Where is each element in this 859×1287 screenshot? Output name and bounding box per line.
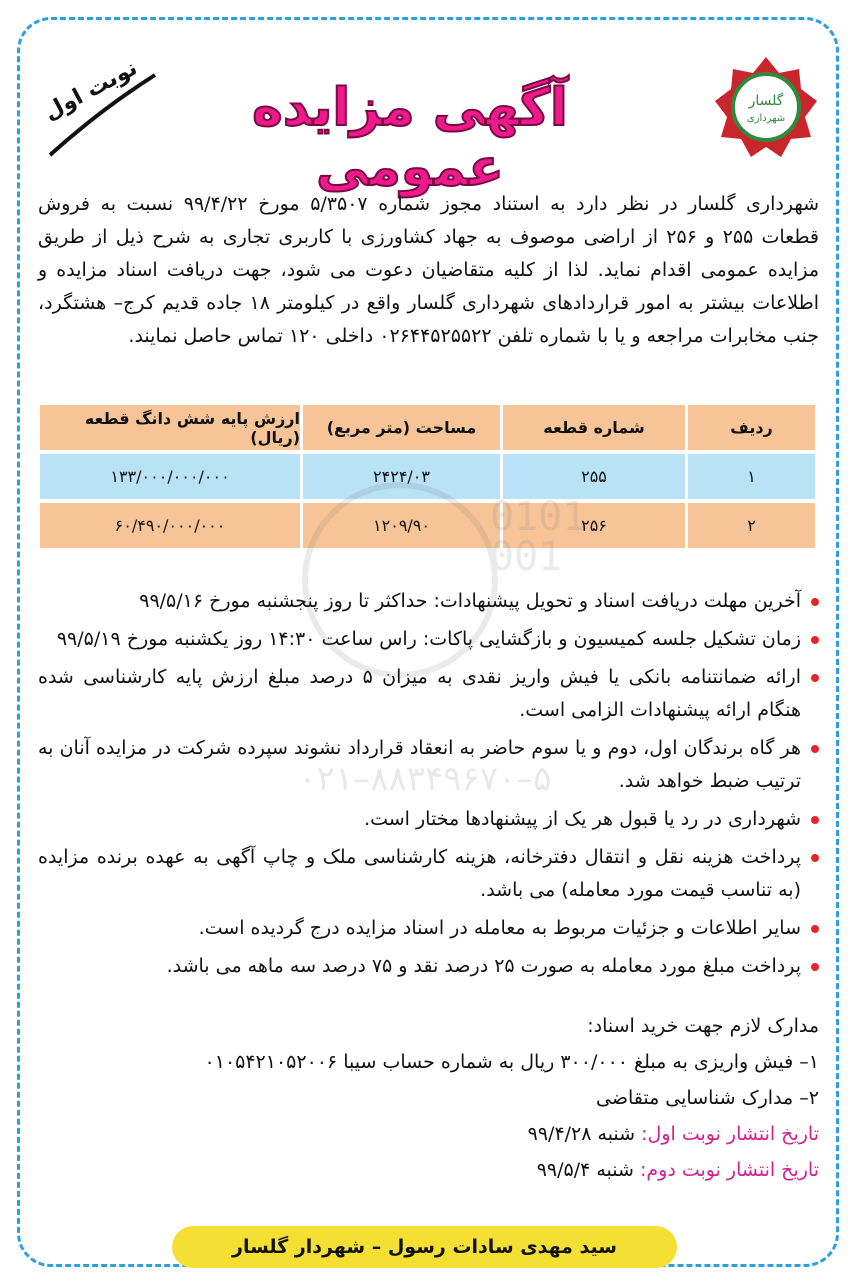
watermark-phone: ۰۲۱–۸۸۳۴۹۶۷۰–۵ xyxy=(298,759,552,799)
municipality-logo xyxy=(711,55,821,160)
first-publication-date: شنبه ۹۹/۴/۲۸ xyxy=(527,1123,636,1145)
header-area: مساحت (متر مربع) xyxy=(300,405,500,450)
cell-row-number: ۱ xyxy=(685,454,815,499)
required-documents xyxy=(38,1010,819,1190)
cell-base-value: ۶۰/۴۹۰/۰۰۰/۰۰۰ xyxy=(40,503,300,548)
first-publication-label: تاریخ انتشار نوبت اول: xyxy=(641,1123,819,1145)
bullet-icon xyxy=(811,854,819,862)
round-label-area xyxy=(40,55,160,160)
list-item: شهرداری در رد یا قبول هر یک از پیشنهادها مختار است. xyxy=(38,803,819,836)
second-publication-label: تاریخ انتشار نوبت دوم: xyxy=(640,1159,819,1181)
header-base-value: ارزش پایه شش دانگ قطعه (ریال) xyxy=(40,405,300,450)
cell-parcel-number: ۲۵۶ xyxy=(500,503,685,548)
table-row xyxy=(40,503,815,548)
table-header-row xyxy=(40,405,815,450)
list-item: آخرین مهلت دریافت اسناد و تحویل پیشنهادات: حداکثر تا روز پنجشنبه مورخ ۹۹/۵/۱۶ xyxy=(38,585,819,618)
signature-bar: سید مهدی سادات رسول – شهردار گلسار xyxy=(172,1226,677,1268)
intro-paragraph: شهرداری گلسار در نظر دارد به استناد مجوز شماره ۵/۳۵۰۷ مورخ ۹۹/۴/۲۲ نسبت به فروش قطعات ۲۵۵ و ۲۵۶ از اراضی موصوف به جهاد کشاورزی با کاربری تجاری به شرح ذیل از طریق مزایده عمومی اقدام نماید. لذا از کلیه متقاضیان دعوت می شود، جهت دریافت اسناد مزایده و اطلاعات بیشتر به امور قراردادهای شهرداری گلسار واقع در کیلومتر ۱۸ جاده قدیم کرج– هشتگرد، جنب مخابرات مراجعه و یا با شماره تلفن ۰۲۶۴۴۵۲۵۵۲۲ داخلی ۱۲۰ تماس حاصل نمایند. xyxy=(38,193,820,347)
bullet-icon xyxy=(811,598,819,606)
table-row xyxy=(40,454,815,499)
list-item: سایر اطلاعات و جزئیات مربوط به معامله در اسناد مزایده درج گردیده است. xyxy=(38,912,819,945)
header-parcel-number: شماره قطعه xyxy=(500,405,685,450)
bullet-icon xyxy=(811,745,819,753)
cell-base-value: ۱۳۳/۰۰۰/۰۰۰/۰۰۰ xyxy=(40,454,300,499)
conditions-list xyxy=(38,585,819,988)
cell-parcel-number: ۲۵۵ xyxy=(500,454,685,499)
svg-text:گلسار: گلسار xyxy=(748,93,784,109)
cell-row-number: ۲ xyxy=(685,503,815,548)
second-publication xyxy=(38,1154,819,1187)
list-item: زمان تشکیل جلسه کمیسیون و بازگشایی پاکات: راس ساعت ۱۴:۳۰ روز یکشنبه مورخ ۹۹/۵/۱۹ xyxy=(38,623,819,656)
document-item: ۱– فیش واریزی به مبلغ ۳۰۰/۰۰۰ ریال به شماره حساب سیبا ۰۱۰۵۴۲۱۰۵۲۰۰۶ xyxy=(204,1051,819,1073)
round-label: نوبت اول xyxy=(40,55,142,126)
first-publication xyxy=(38,1118,819,1151)
bullet-icon xyxy=(811,636,819,644)
bullet-icon xyxy=(811,674,819,682)
second-publication-date: شنبه ۹۹/۵/۴ xyxy=(536,1159,634,1181)
document-item: ۲– مدارک شناسایی متقاضی xyxy=(595,1087,819,1109)
cell-area: ۱۲۰۹/۹۰ xyxy=(300,503,500,548)
cell-area: ۲۴۲۴/۰۳ xyxy=(300,454,500,499)
bullet-icon xyxy=(811,816,819,824)
page-title: آگهی مزایده عمومی xyxy=(252,78,568,198)
bullet-icon xyxy=(811,925,819,933)
list-item: پرداخت هزینه نقل و انتقال دفترخانه، هزینه کارشناسی ملک و چاپ آگهی به عهده برنده مزایده (به تناسب قیمت مورد معامله) می باشد. xyxy=(38,841,819,907)
bullet-icon xyxy=(811,963,819,971)
list-item: ارائه ضمانتنامه بانکی یا فیش واریز نقدی به میزان ۵ درصد مبلغ ارزش پایه کارشناسی شده هنگام ارائه پیشنهادات الزامی است. xyxy=(38,661,819,727)
svg-text:001: 001 xyxy=(490,534,563,580)
list-item: هر گاه برندگان اول، دوم و یا سوم حاضر به انعقاد قرارداد نشوند سپرده شرکت در مزایده آنان به ترتیب ضبط خواهد شد. xyxy=(38,732,819,798)
parcels-table xyxy=(40,405,815,552)
header-row-number: ردیف xyxy=(685,405,815,450)
svg-text:شهرداری: شهرداری xyxy=(746,113,786,124)
list-item: پرداخت مبلغ مورد معامله به صورت ۲۵ درصد نقد و ۷۵ درصد سه ماهه می باشد. xyxy=(38,950,819,983)
documents-heading: مدارک لازم جهت خرید اسناد: xyxy=(587,1015,819,1037)
